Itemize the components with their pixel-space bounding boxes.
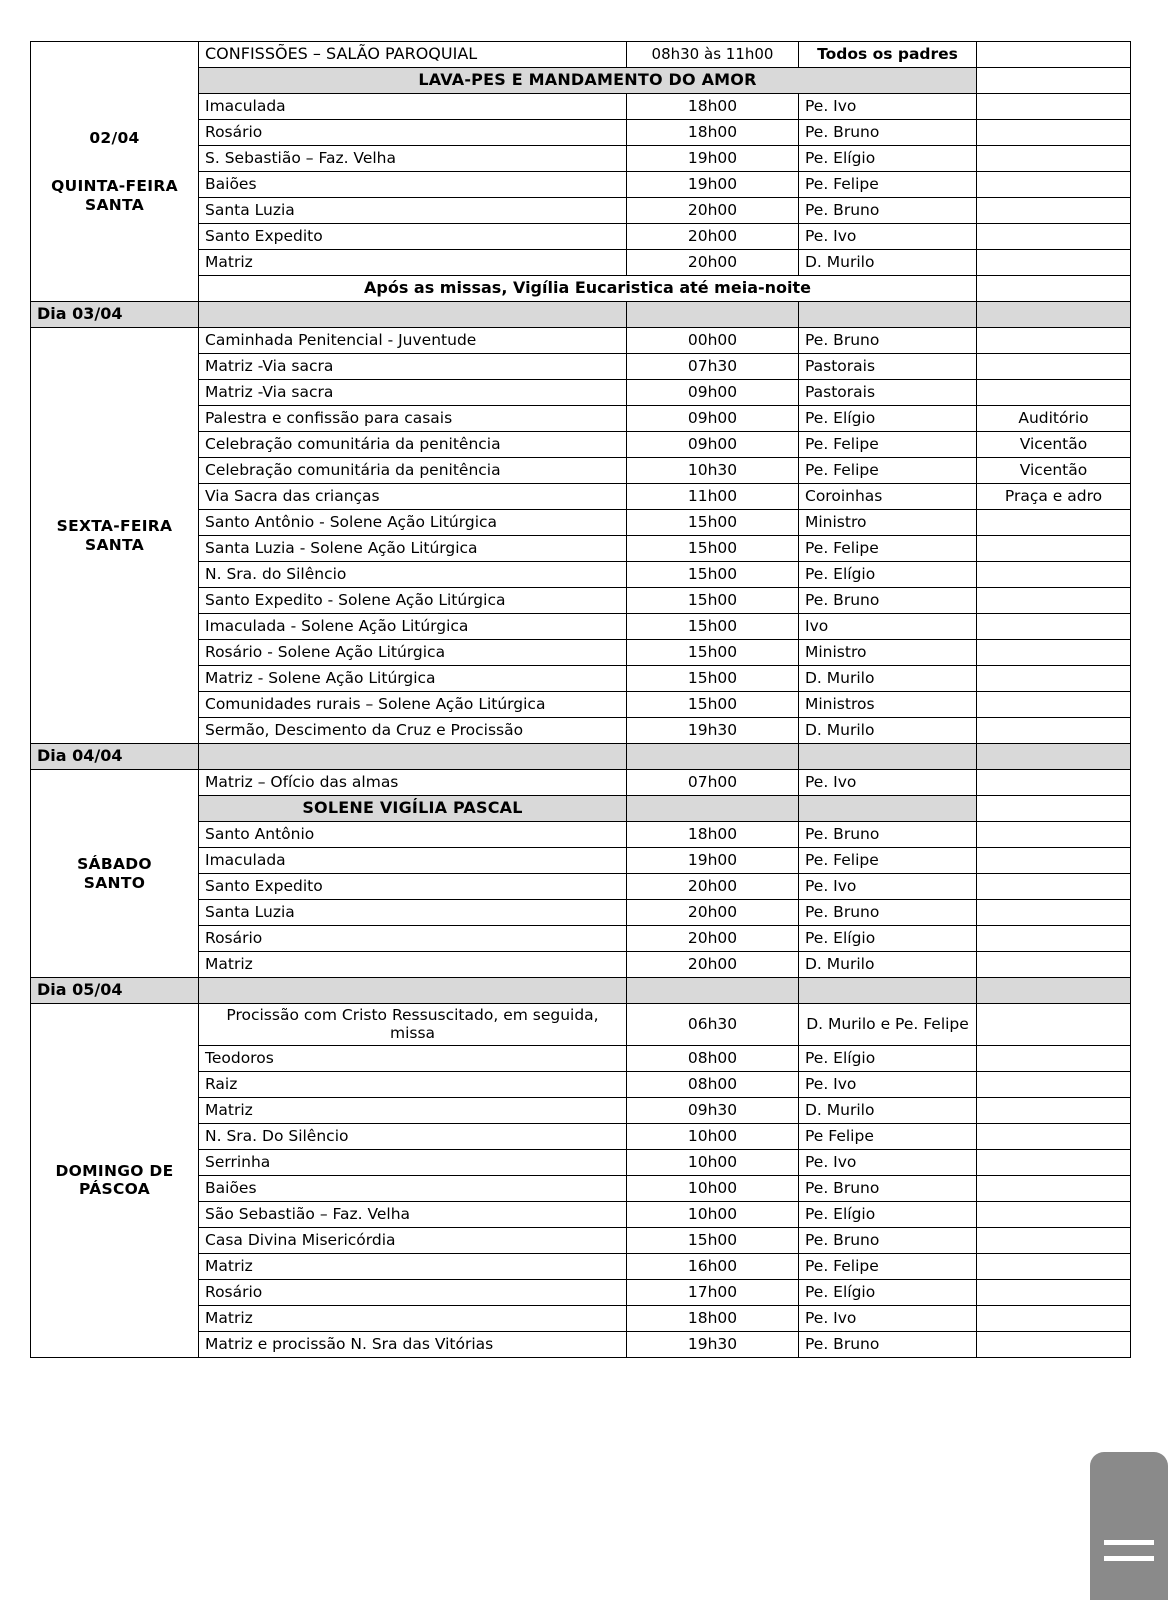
cell-description: Caminhada Penitencial - Juventude: [199, 328, 627, 354]
table-row: [31, 1004, 1131, 1046]
divider-fill: [799, 978, 977, 1004]
cell-description: S. Sebastião – Faz. Velha: [199, 146, 627, 172]
cell-time: 18h00: [627, 120, 799, 146]
cell-time: 10h00: [627, 1149, 799, 1175]
cell-location: [977, 1071, 1131, 1097]
cell-priest: Pe. Felipe: [799, 172, 977, 198]
cell-description: Palestra e confissão para casais: [199, 406, 627, 432]
cell-description: Imaculada: [199, 94, 627, 120]
cell-location: [977, 822, 1131, 848]
day-label-line: QUINTA-FEIRA: [51, 177, 178, 196]
cell-priest: Pe. Felipe: [799, 432, 977, 458]
date-divider-row: [31, 744, 1131, 770]
cell-location: Auditório: [977, 406, 1131, 432]
cell-location: [977, 1045, 1131, 1071]
cell-location: [977, 614, 1131, 640]
cell-location: [977, 380, 1131, 406]
cell-description: Teodoros: [199, 1045, 627, 1071]
cell-time: 07h30: [627, 354, 799, 380]
cell-description: Via Sacra das crianças: [199, 484, 627, 510]
cell-location: [977, 1123, 1131, 1149]
divider-fill: [627, 744, 799, 770]
day-label-sabado: [31, 770, 199, 978]
day-label-line: SANTA: [85, 195, 144, 214]
cell-priest: Pe. Ivo: [799, 874, 977, 900]
divider-fill: [977, 744, 1131, 770]
cell-time: 10h00: [627, 1123, 799, 1149]
cell-priest: Ministro: [799, 640, 977, 666]
cell-description: Sermão, Descimento da Cruz e Procissão: [199, 718, 627, 744]
cell-description: Raiz: [199, 1071, 627, 1097]
cell-description: Matriz e procissão N. Sra das Vitórias: [199, 1331, 627, 1357]
cell-location: Vicentão: [977, 458, 1131, 484]
cell-description: Santo Antônio - Solene Ação Litúrgica: [199, 510, 627, 536]
cell-description: Serrinha: [199, 1149, 627, 1175]
divider-fill: [199, 302, 627, 328]
cell-location: [977, 1279, 1131, 1305]
cell-time: 15h00: [627, 666, 799, 692]
confessions-priest: Todos os padres: [799, 42, 977, 68]
cell-priest: Pastorais: [799, 380, 977, 406]
cell-location: [977, 146, 1131, 172]
cell-location: [977, 1149, 1131, 1175]
cell-priest: Pe. Bruno: [799, 328, 977, 354]
cell-priest: Pe. Bruno: [799, 900, 977, 926]
cell-time: 20h00: [627, 952, 799, 978]
divider-fill: [977, 978, 1131, 1004]
divider-fill: [199, 744, 627, 770]
cell-priest: D. Murilo: [799, 250, 977, 276]
cell-priest: D. Murilo: [799, 718, 977, 744]
cell-priest: Pe. Ivo: [799, 1071, 977, 1097]
divider-fill: [799, 302, 977, 328]
cell-description: Rosário: [199, 120, 627, 146]
cell-priest: Pe. Ivo: [799, 1305, 977, 1331]
widget-bar-bottom: [1104, 1556, 1154, 1561]
date-divider-row: [31, 302, 1131, 328]
cell-priest: Pastorais: [799, 354, 977, 380]
banner-fill: [799, 796, 977, 822]
divider-fill: [799, 744, 977, 770]
cell-location: Vicentão: [977, 432, 1131, 458]
cell-location: [977, 510, 1131, 536]
empty-cell: [977, 42, 1131, 68]
cell-time: 11h00: [627, 484, 799, 510]
cell-time: 19h30: [627, 718, 799, 744]
cell-location: [977, 1253, 1131, 1279]
cell-priest: D. Murilo: [799, 666, 977, 692]
divider-fill: [199, 978, 627, 1004]
cell-location: [977, 536, 1131, 562]
empty-cell: [977, 796, 1131, 822]
cell-priest: D. Murilo e Pe. Felipe: [799, 1004, 977, 1046]
cell-location: [977, 224, 1131, 250]
cell-location: [977, 354, 1131, 380]
cell-priest: Pe. Ivo: [799, 770, 977, 796]
cell-location: [977, 120, 1131, 146]
cell-priest: D. Murilo: [799, 1097, 977, 1123]
cell-location: [977, 900, 1131, 926]
cell-location: [977, 1201, 1131, 1227]
cell-description: Santa Luzia: [199, 198, 627, 224]
cell-description: Matriz: [199, 1253, 627, 1279]
day-label-quinta: [31, 42, 199, 302]
cell-location: [977, 952, 1131, 978]
date-divider-0404: Dia 04/04: [31, 744, 199, 770]
cell-time: 08h00: [627, 1071, 799, 1097]
cell-priest: Pe. Elígio: [799, 1201, 977, 1227]
cell-time: 19h00: [627, 848, 799, 874]
cell-description: Comunidades rurais – Solene Ação Litúrgica: [199, 692, 627, 718]
cell-time: 18h00: [627, 1305, 799, 1331]
cell-description: Santa Luzia: [199, 900, 627, 926]
widget-bar-top: [1104, 1540, 1154, 1545]
day-label-line: SANTO: [83, 873, 146, 892]
cell-time: 20h00: [627, 224, 799, 250]
cell-location: [977, 562, 1131, 588]
cell-location: [977, 94, 1131, 120]
cell-priest: Pe. Bruno: [799, 1331, 977, 1357]
cell-description: Santo Expedito - Solene Ação Litúrgica: [199, 588, 627, 614]
cell-description: Baiões: [199, 1175, 627, 1201]
cell-priest: Ministro: [799, 510, 977, 536]
cell-time: 09h00: [627, 406, 799, 432]
cell-location: [977, 848, 1131, 874]
cell-time: 08h00: [627, 1045, 799, 1071]
cell-time: 06h30: [627, 1004, 799, 1046]
cell-description: Casa Divina Misericórdia: [199, 1227, 627, 1253]
banner-vigilia-pascal: SOLENE VIGÍLIA PASCAL: [199, 796, 627, 822]
date-divider-row: [31, 978, 1131, 1004]
cell-location: [977, 172, 1131, 198]
cell-time: 15h00: [627, 640, 799, 666]
cell-time: 09h00: [627, 380, 799, 406]
empty-cell: [977, 68, 1131, 94]
date-divider-0504: Dia 05/04: [31, 978, 199, 1004]
banner-vigilia: Após as missas, Vigília Eucaristica até meia-noite: [199, 276, 977, 302]
cell-description: Procissão com Cristo Ressuscitado, em seguida, missa: [199, 1004, 627, 1046]
cell-location: [977, 666, 1131, 692]
day-label-line: DOMINGO DE: [55, 1162, 174, 1180]
cell-priest: Pe. Felipe: [799, 1253, 977, 1279]
cell-location: Praça e adro: [977, 484, 1131, 510]
cell-priest: Pe. Felipe: [799, 848, 977, 874]
cell-description: Celebração comunitária da penitência: [199, 458, 627, 484]
cell-location: [977, 328, 1131, 354]
day-label-line: SÁBADO: [77, 855, 152, 874]
cell-time: 15h00: [627, 614, 799, 640]
cell-time: 15h00: [627, 510, 799, 536]
cell-time: 15h00: [627, 1227, 799, 1253]
cell-priest: Ivo: [799, 614, 977, 640]
cell-priest: D. Murilo: [799, 952, 977, 978]
cell-time: 19h00: [627, 172, 799, 198]
cell-location: [977, 588, 1131, 614]
cell-priest: Pe. Elígio: [799, 1045, 977, 1071]
cell-priest: Pe. Bruno: [799, 1175, 977, 1201]
cell-priest: Pe. Bruno: [799, 120, 977, 146]
cell-time: 15h00: [627, 562, 799, 588]
cell-time: 09h00: [627, 432, 799, 458]
cell-location: [977, 718, 1131, 744]
date-divider-0304: Dia 03/04: [31, 302, 199, 328]
cell-description: Santo Expedito: [199, 874, 627, 900]
cell-location: [977, 198, 1131, 224]
cell-description: Rosário: [199, 926, 627, 952]
cell-location: [977, 926, 1131, 952]
table-row: [31, 42, 1131, 68]
cell-priest: Pe. Ivo: [799, 224, 977, 250]
day-label-sexta: [31, 328, 199, 744]
cell-description: Santa Luzia - Solene Ação Litúrgica: [199, 536, 627, 562]
cell-description: Matriz -Via sacra: [199, 380, 627, 406]
cell-time: 00h00: [627, 328, 799, 354]
cell-location: [977, 640, 1131, 666]
cell-description: Matriz: [199, 1305, 627, 1331]
cell-time: 18h00: [627, 94, 799, 120]
cell-priest: Pe. Felipe: [799, 458, 977, 484]
cell-location: [977, 770, 1131, 796]
cell-priest: Pe. Bruno: [799, 588, 977, 614]
cell-location: [977, 1097, 1131, 1123]
schedule-table: [30, 41, 1131, 1358]
cell-priest: Pe. Elígio: [799, 146, 977, 172]
cell-location: [977, 1227, 1131, 1253]
divider-fill: [627, 302, 799, 328]
cell-description: Matriz – Ofício das almas: [199, 770, 627, 796]
day-label-line: PÁSCOA: [78, 1180, 151, 1199]
cell-time: 19h30: [627, 1331, 799, 1357]
cell-time: 16h00: [627, 1253, 799, 1279]
cell-location: [977, 250, 1131, 276]
cell-description: Rosário - Solene Ação Litúrgica: [199, 640, 627, 666]
page-corner-widget[interactable]: [1090, 1452, 1168, 1600]
cell-location: [977, 1331, 1131, 1357]
cell-priest: Pe. Elígio: [799, 926, 977, 952]
cell-time: 10h00: [627, 1175, 799, 1201]
cell-time: 17h00: [627, 1279, 799, 1305]
day-label-domingo: [31, 1004, 199, 1358]
cell-location: [977, 1175, 1131, 1201]
cell-priest: Ministros: [799, 692, 977, 718]
cell-description: São Sebastião – Faz. Velha: [199, 1201, 627, 1227]
day-label-line: SEXTA-FEIRA: [56, 517, 173, 536]
cell-time: 20h00: [627, 198, 799, 224]
cell-priest: Pe. Elígio: [799, 1279, 977, 1305]
day-label-line: SANTA: [85, 535, 144, 554]
cell-description: Santo Expedito: [199, 224, 627, 250]
cell-description: Matriz -Via sacra: [199, 354, 627, 380]
cell-time: 10h30: [627, 458, 799, 484]
cell-location: [977, 1004, 1131, 1046]
day-label-line: 02/04: [89, 129, 140, 148]
cell-location: [977, 874, 1131, 900]
cell-priest: Pe. Ivo: [799, 1149, 977, 1175]
cell-description: Celebração comunitária da penitência: [199, 432, 627, 458]
cell-description: Matriz: [199, 1097, 627, 1123]
confessions-label: CONFISSÕES – SALÃO PAROQUIAL: [199, 42, 627, 68]
cell-time: 18h00: [627, 822, 799, 848]
table-row: [31, 328, 1131, 354]
cell-description: Imaculada: [199, 848, 627, 874]
banner-fill: [627, 796, 799, 822]
cell-location: [977, 1305, 1131, 1331]
cell-time: 15h00: [627, 536, 799, 562]
cell-description: Baiões: [199, 172, 627, 198]
table-row: [31, 770, 1131, 796]
cell-description: Santo Antônio: [199, 822, 627, 848]
cell-priest: Coroinhas: [799, 484, 977, 510]
cell-time: 15h00: [627, 692, 799, 718]
cell-time: 15h00: [627, 588, 799, 614]
confessions-time: 08h30 às 11h00: [627, 42, 799, 68]
cell-time: 10h00: [627, 1201, 799, 1227]
cell-description: N. Sra. do Silêncio: [199, 562, 627, 588]
cell-description: Matriz: [199, 250, 627, 276]
cell-priest: Pe Felipe: [799, 1123, 977, 1149]
cell-description: Rosário: [199, 1279, 627, 1305]
cell-priest: Pe. Bruno: [799, 198, 977, 224]
divider-fill: [977, 302, 1131, 328]
cell-time: 20h00: [627, 926, 799, 952]
cell-priest: Pe. Bruno: [799, 822, 977, 848]
cell-time: 20h00: [627, 250, 799, 276]
cell-time: 20h00: [627, 874, 799, 900]
cell-time: 20h00: [627, 900, 799, 926]
cell-time: 09h30: [627, 1097, 799, 1123]
cell-description: Imaculada - Solene Ação Litúrgica: [199, 614, 627, 640]
cell-description: Matriz - Solene Ação Litúrgica: [199, 666, 627, 692]
cell-priest: Pe. Elígio: [799, 406, 977, 432]
cell-priest: Pe. Bruno: [799, 1227, 977, 1253]
cell-location: [977, 692, 1131, 718]
banner-lava-pes: LAVA-PES E MANDAMENTO DO AMOR: [199, 68, 977, 94]
cell-priest: Pe. Felipe: [799, 536, 977, 562]
cell-time: 07h00: [627, 770, 799, 796]
cell-time: 19h00: [627, 146, 799, 172]
cell-description: Matriz: [199, 952, 627, 978]
divider-fill: [627, 978, 799, 1004]
cell-priest: Pe. Ivo: [799, 94, 977, 120]
cell-description: N. Sra. Do Silêncio: [199, 1123, 627, 1149]
cell-priest: Pe. Elígio: [799, 562, 977, 588]
empty-cell: [977, 276, 1131, 302]
